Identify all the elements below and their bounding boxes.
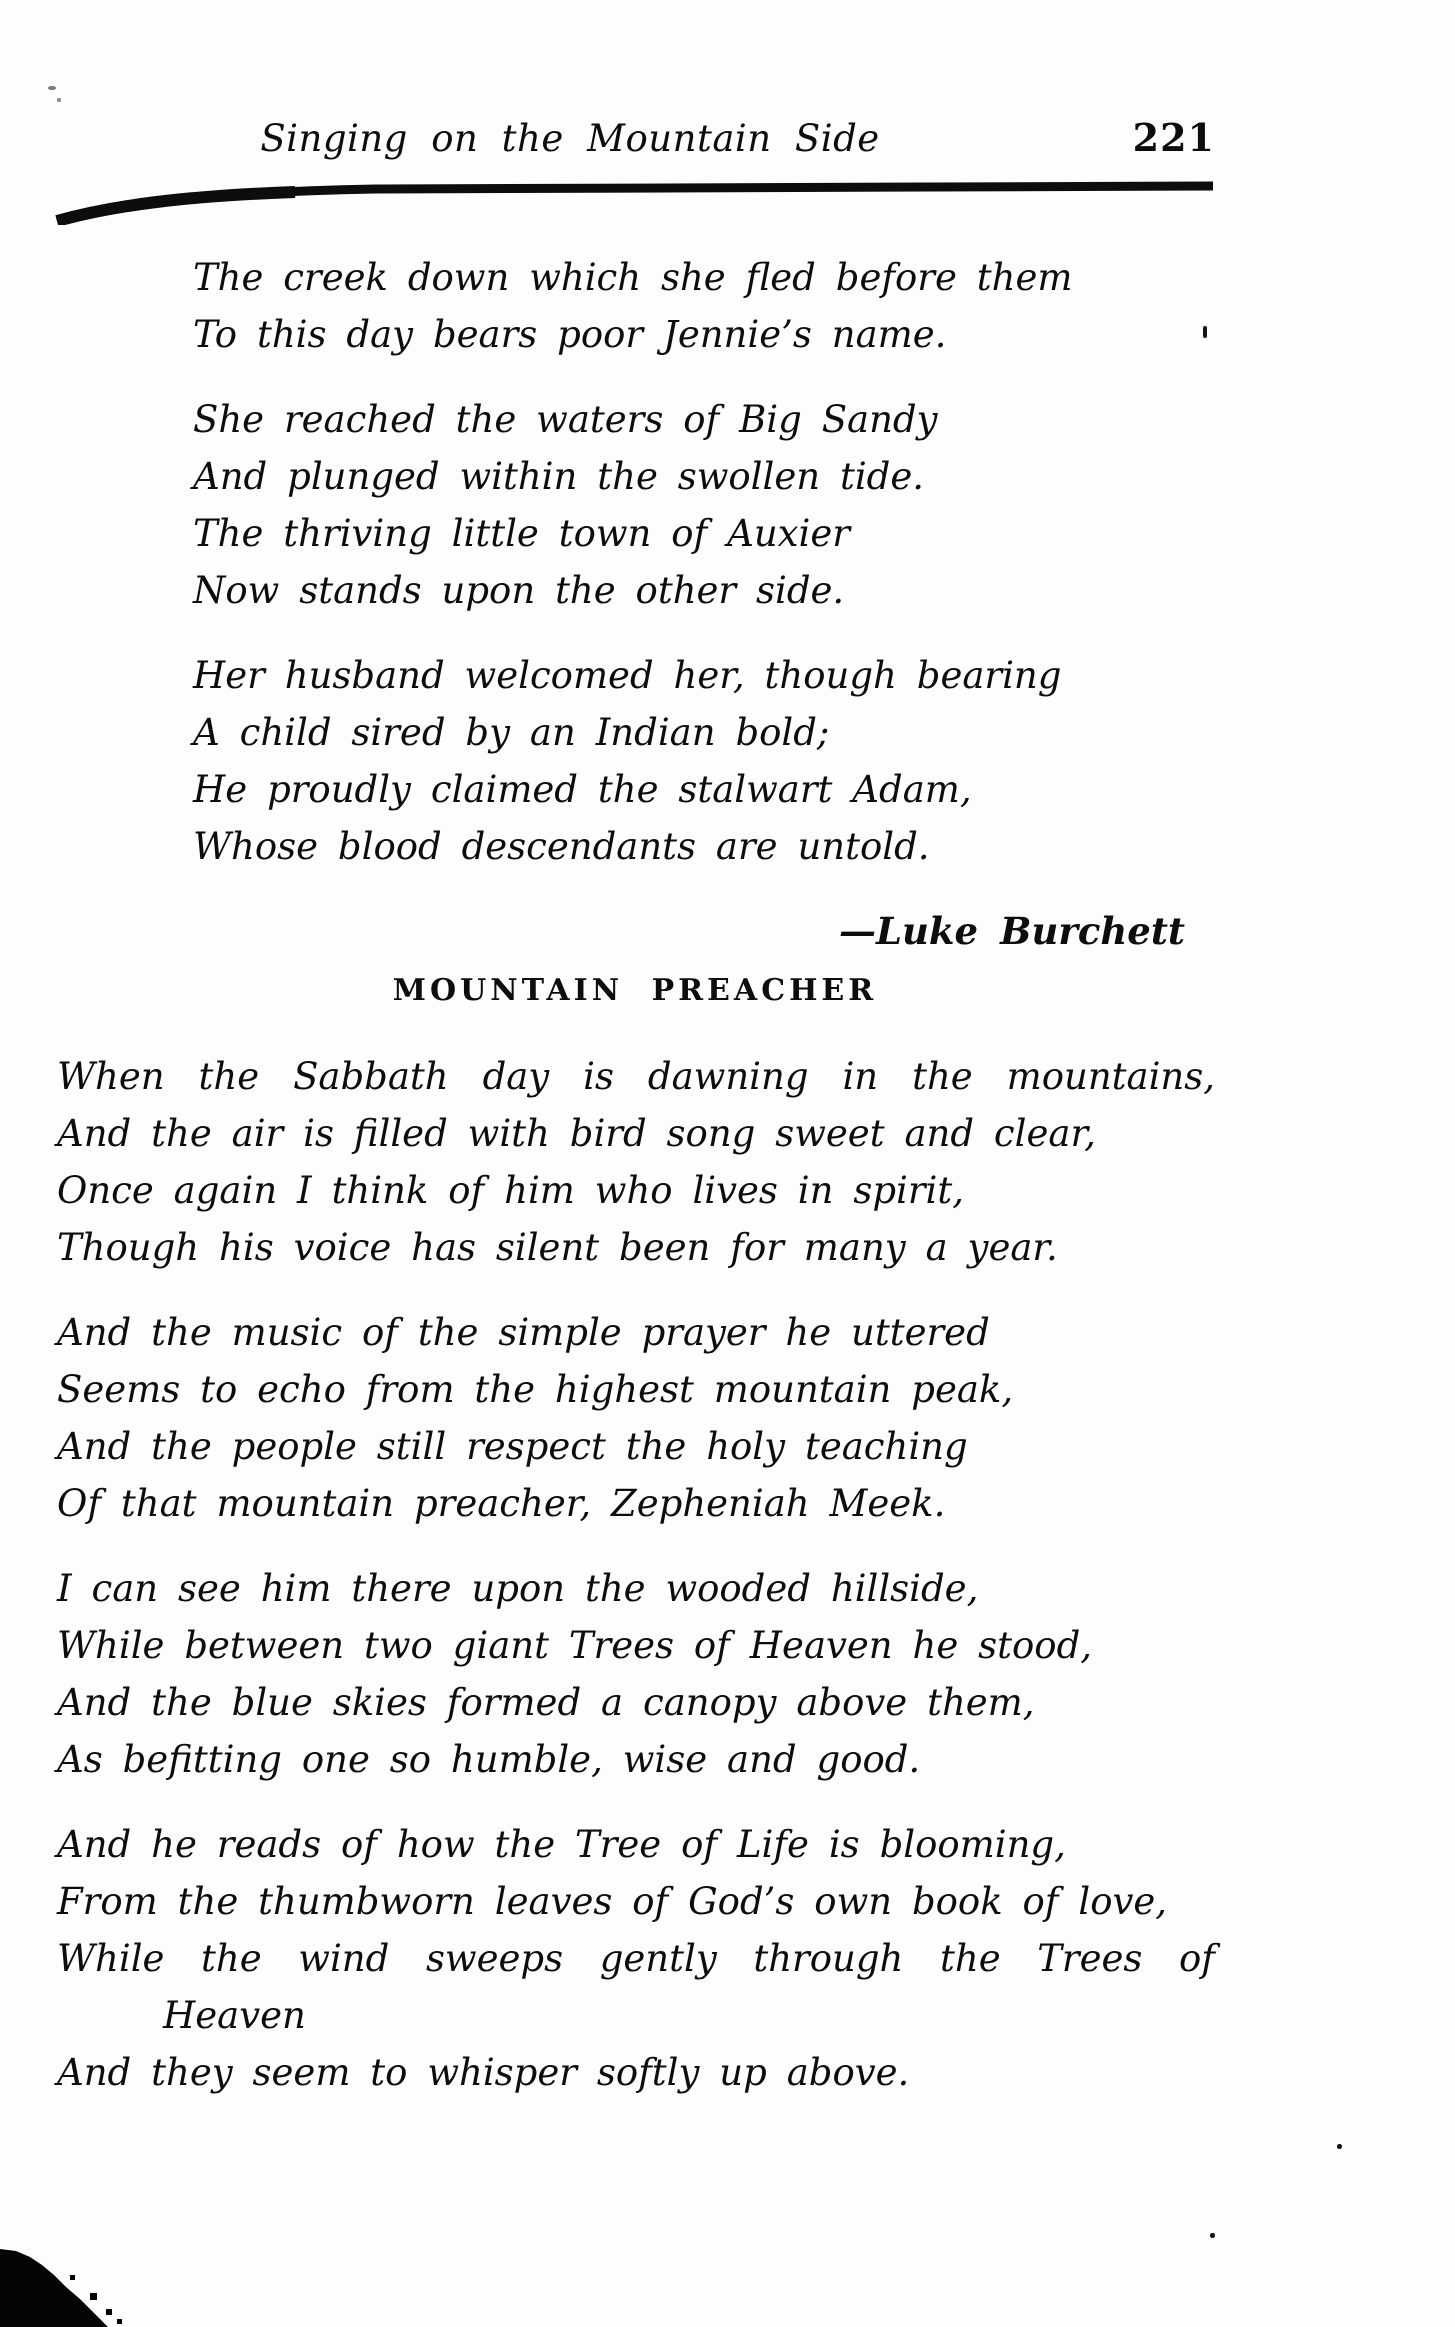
poem-stanza [193, 647, 1185, 875]
poem-stanza [57, 1816, 1215, 2101]
poem-mountain-preacher [57, 1048, 1215, 2101]
header-rule [55, 179, 1217, 225]
page-number: 221 [1132, 115, 1215, 160]
poem-line: And the music of the simple prayer he uttered [57, 1311, 990, 1354]
poem-line: She reached the waters of Big Sandy [193, 398, 938, 441]
poem-line: Though his voice has silent been for many a year. [57, 1226, 1058, 1269]
poem-line: And they seem to whisper softly up above. [57, 2051, 910, 2094]
poem-title: MOUNTAIN PREACHER [392, 973, 878, 1008]
poem-line: While the wind sweeps gently through the Trees of [57, 1937, 1215, 1980]
poem-line: From the thumbworn leaves of God’s own book of love, [57, 1880, 1168, 1923]
poem-line: Of that mountain preacher, Zepheniah Meek. [57, 1482, 946, 1525]
poem-line: Her husband welcomed her, though bearing [193, 654, 1062, 697]
poem-line: Whose blood descendants are untold. [193, 825, 930, 868]
ink-speck [48, 86, 56, 90]
ink-speck [1337, 2144, 1342, 2149]
poem-line: To this day bears poor Jennie’s name. [193, 313, 947, 356]
poem-line: And plunged within the swollen tide. [193, 455, 925, 498]
ink-speck [57, 98, 61, 102]
poem-continuation [193, 249, 1185, 960]
poem-stanza [193, 391, 1185, 619]
poem-stanza [57, 1304, 1215, 1532]
ink-speck [1210, 2233, 1215, 2238]
poem-line: The creek down which she fled before them [193, 256, 1073, 299]
poem-line: When the Sabbath day is dawning in the mountains, [57, 1055, 1215, 1098]
poem-line-continuation: Heaven [163, 1994, 306, 2037]
ink-speck [1203, 326, 1207, 338]
poem-line: A child sired by an Indian bold; [193, 711, 830, 754]
poem-line: Seems to echo from the highest mountain peak, [57, 1368, 1014, 1411]
poem-line: As befitting one so humble, wise and good. [57, 1738, 921, 1781]
poem-line: Once again I think of him who lives in spirit, [57, 1169, 965, 1212]
poem-line: While between two giant Trees of Heaven he stood, [57, 1624, 1093, 1667]
poem-line: And the people still respect the holy teaching [57, 1425, 968, 1468]
poem-attribution: —Luke Burchett [838, 909, 1185, 953]
poem-line: And he reads of how the Tree of Life is blooming, [57, 1823, 1066, 1866]
poem-line: And the blue skies formed a canopy above them, [57, 1681, 1035, 1724]
poem-line: The thriving little town of Auxier [193, 512, 850, 555]
poem-stanza [57, 1560, 1215, 1788]
ink-blob-artifact [0, 2235, 150, 2327]
running-header-title: Singing on the Mountain Side [260, 117, 880, 160]
poem-line: And the air is filled with bird song sweet and clear, [57, 1112, 1096, 1155]
poem-line: He proudly claimed the stalwart Adam, [193, 768, 972, 811]
page-header [55, 112, 1215, 165]
poem-line: Now stands upon the other side. [193, 569, 845, 612]
poem-stanza [57, 1048, 1215, 1276]
poem-line: I can see him there upon the wooded hillside, [57, 1567, 979, 1610]
poem-stanza [193, 249, 1185, 363]
